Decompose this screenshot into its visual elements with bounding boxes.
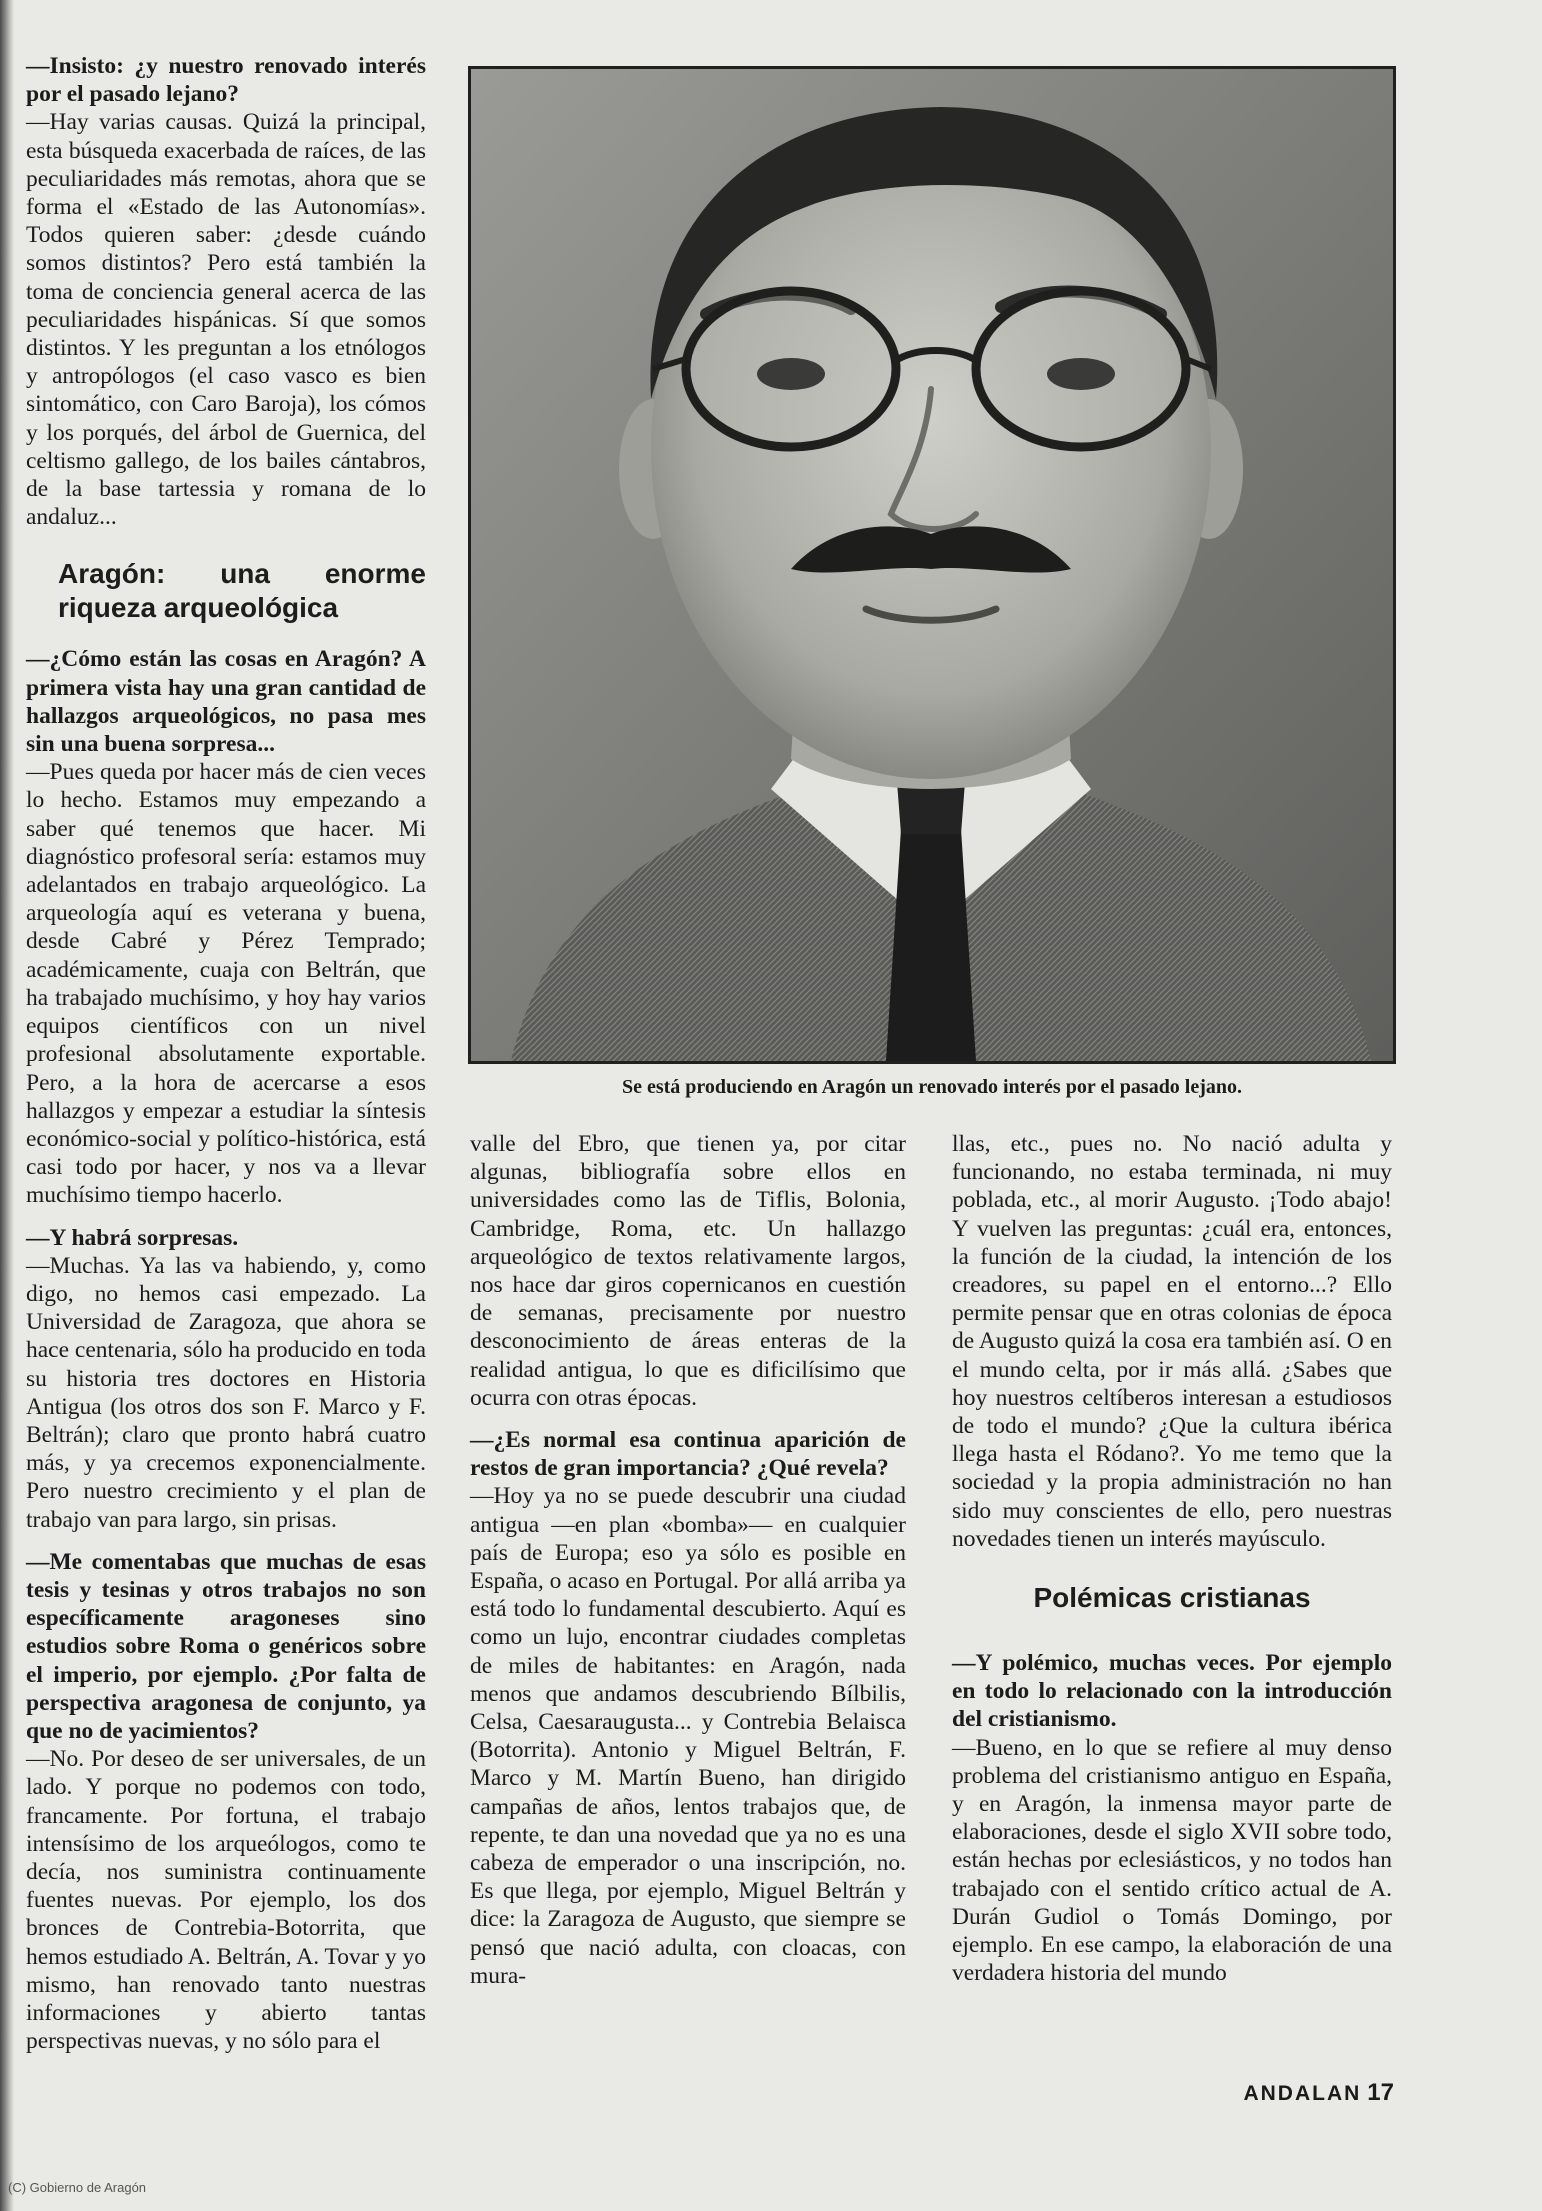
right-p2: —Y polémico, muchas veces. Por ejemplo en todo lo relacionado con la introducción del cristianismo. [952,1650,1392,1733]
left-column [26,52,426,2055]
portrait-photo [468,66,1396,1064]
section-heading-polemicas: Polémicas cristianas [1033,1582,1311,1614]
magazine-name: ANDALAN [1243,2082,1362,2105]
left-p5: —Y habrá sorpresas. [26,1224,239,1251]
left-p3: —¿Cómo están las cosas en Aragón? A primera vista hay una gran cantidad de hallazgos arqueológicos, no pasa mes sin una buena sorpresa... [26,646,426,758]
copyright-notice: (C) Gobierno de Aragón [8,2180,147,2195]
page-edge-shadow [0,0,14,2211]
right-p1: llas, etc., pues no. No nació adulta y funcionando, no estaba terminada, ni muy poblada, etc., al morir Augusto. ¡Todo abajo! Y vuelven las preguntas: ¿cuál era, entonces, la función de la ciudad, la intención de los creadores, su papel en el entorno...? Ello permite pensar que en otras colonias de época de Augusto quizá la cosa era también así. O en el mundo celta, por ir más allá. ¿Sabes que hoy nuestros celtíberos interesan a estudiosos de todo el mundo? ¿Que la cultura ibérica llega hasta el Ródano?. Yo me temo que la sociedad y la propia administración no han sido muy conscientes de ello, pero nuestras novedades tienen un interés mayúsculo. [952,1131,1392,1552]
right-column [952,1130,1392,1987]
left-p8: —No. Por deseo de ser universales, de un lado. Y porque no podemos con todo, francamente. Por fortuna, el trabajo intensísimo de los arqueólogos, como te decía, nos suministra continuamente fuentes nuevas. Por ejemplo, los dos bronces de Contrebia-Botorrita, que hemos estudiado A. Beltrán, A. Tovar y yo mismo, han renovado tanto nuestras informaciones y abierto tantas perspectivas nuevas, y no sólo para el [26,1746,426,2055]
page-folio [1243,2079,1394,2107]
middle-column [470,1130,906,1990]
portrait-illustration [471,69,1393,1061]
mid-p1: valle del Ebro, que tienen ya, por citar algunas, bibliografía sobre ellos en universidades como las de Tiflis, Bolonia, Cambridge, Roma, etc. Un hallazgo arqueológico de textos relativamente largos, nos hace dar giros copernicanos en cuestión de semanas, precisamente por nuestro desconocimiento de áreas enteras de la realidad antigua, lo que es dificilísimo que ocurra con otras épocas. [470,1131,906,1411]
page-number: 17 [1367,2079,1394,2106]
photo-caption: Se está produciendo en Aragón un renovado interés por el pasado lejano. [621,1076,1243,1098]
left-p7: —Me comentabas que muchas de esas tesis y tesinas y otros trabajos no son específicamente aragoneses sino estudios sobre Roma o genéricos sobre el imperio, por ejemplo. ¿Por falta de perspectiva aragonesa de conjunto, ya que no de yacimientos? [26,1548,426,1744]
tie-shape [886,829,976,1061]
left-p1: —Insisto: ¿y nuestro renovado interés por el pasado lejano? [26,53,426,108]
right-p3: —Bueno, en lo que se refiere al muy denso problema del cristianismo antiguo en España, y en Aragón, la inmensa mayor parte de elaboraciones, desde el siglo XVII sobre todo, están hechas por eclesiásticos, y no todos han trabajado con el sentido crítico actual de A. Durán Gudiol o Tomás Domingo, por ejemplo. En ese campo, la elaboración de una verdadera historia del mundo [952,1734,1392,1987]
section-heading-aragon: Aragón: una enorme riqueza arqueológica [58,558,426,624]
left-p6: —Muchas. Ya las va habiendo, y, como digo, no hemos casi empezado. La Universidad de Zaragoza, que ahora se hace centenaria, sólo ha producido en toda su historia tres doctores en Historia Antigua (los otros dos son F. Marco y F. Beltrán); claro que pronto habrá cuatro más, y ya crecemos exponencialmente. Pero nuestro crecimiento y el plan de trabajo van para largo, sin prisas. [26,1252,426,1533]
left-p2: —Hay varias causas. Quizá la principal, esta búsqueda exacerbada de raíces, de las peculiaridades más remotas, ahora que se forma el «Estado de las Autonomías». Todos quieren saber: ¿desde cuándo somos distintos? Pero está también la toma de conciencia general acerca de las peculiaridades hispánicas. Sí que somos distintos. Y les preguntan a los etnólogos y antropólogos (el caso vasco es bien sintomático, con Caro Baroja), los cómos y los porqués, del árbol de Guernica, del celtismo gallego, de los bailes cántabros, de la base tartessia y romana de lo andaluz... [26,109,426,531]
mid-p3: —Hoy ya no se puede descubrir una ciudad antigua —en plan «bomba»— en cualquier país de Europa; eso ya sólo es posible en España, o acaso en Portugal. Por allá arriba ya está todo lo fundamental descubierto. Aquí es como un lujo, encontrar ciudades completas de miles de habitantes: en Aragón, nada menos que andamos descubriendo Bílbilis, Celsa, Caesaraugusta... y Contrebia Belaisca (Botorrita). Antonio y Miguel Beltrán, F. Marco y M. Martín Bueno, han dirigido campañas de años, lentos trabajos que, de repente, te dan una novedad que ya no es una cabeza de emperador o una inscripción, no. Es que llega, por ejemplo, Miguel Beltrán y dice: la Zaragoza de Augusto, que siempre se pensó que nació adulta, con cloacas, con mura- [470,1483,906,1989]
left-p4: —Pues queda por hacer más de cien veces lo hecho. Estamos muy empezando a saber qué tenemos que hacer. Mi diagnóstico profesoral sería: estamos muy adelantados en trabajo arqueológico. La arqueología aquí es veterana y buena, desde Cabré y Pérez Temprado; académicamente, cuaja con Beltrán, que ha trabajado muchísimo, y hoy hay varios equipos científicos con un nivel profesional absolutamente exportable. Pero, a la hora de acercarse a esos hallazgos y empezar a estudiar la síntesis económico-social y político-histórica, está casi todo por hacer, y nos va a llevar muchísimo tiempo hacerlo. [26,759,426,1209]
mid-p2: —¿Es normal esa continua aparición de restos de gran importancia? ¿Qué revela? [470,1427,906,1482]
